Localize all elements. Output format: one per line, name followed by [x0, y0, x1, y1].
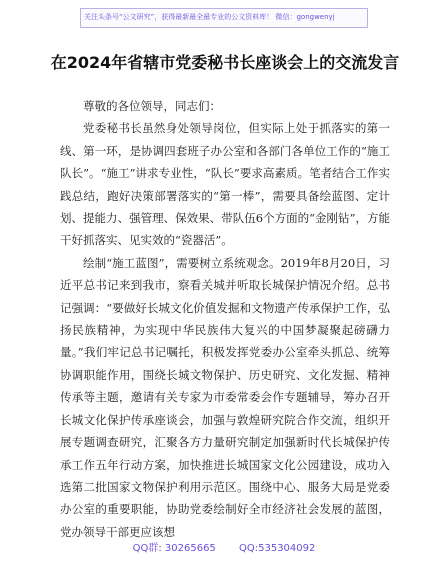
header-banner — [0, 2, 448, 32]
qq-number: QQ:535304092 — [239, 543, 316, 554]
footer-contact — [0, 542, 448, 556]
qq-group: QQ群: 30265665 — [132, 543, 216, 554]
paragraph-2: 绘制“施工蓝图”，需要树立系统观念。2019年8月20日，习近平总书记来到我市，察看关城并听取长城保护情况介绍。总书记强调：“要做好长城文化价值发掘和文物遗产传承保护工作，弘扬民族精神，为实现中华民族伟大复兴的中国梦凝聚起磅礴力量。”我们牢记总书记嘱托，积极发挥党委办公室牵头抓总、统筹协调职能作用，围绕长城文物保护、历史研究、文化发掘、精神传承等主题，邀请有关专家为市委常委会作专题辅导，筹办召开长城文化保护传承座谈会，加强与敦煌研究院合作交流，组织开展专题调查研究，汇聚各方力量研究制定加强新时代长城保护传承工作五年行动方案，加快推进长城国家文化公园建设，成功入选第二批国家文物保护利用示范区。围绕中心、服务大局是党委办公室的重要职能，协助党委绘制好全市经济社会发展的蓝图，党办领导干部更应该想 — [60, 255, 390, 539]
banner-text: 关注头条号“公文研究”，获得最新最全最专业的公文资料库！ 微信：gongwenyj — [84, 13, 335, 21]
document-title: 在2024年省辖市党委秘书长座谈会上的交流发言 — [50, 53, 400, 72]
paragraph-1: 党委秘书长虽然身处领导岗位，但实际上处于抓落实的第一线、第一环，是协调四套班子办公室和各部门各单位工作的“施工队长”。“施工”讲求专业性，“队长”要求高素质。笔者结合工作实践总结，跑好决策部署落实的“第一棒”，需要具备绘蓝图、定计划、提能力、强管理、保效果、带队伍6个方面的“金刚钻”，方能干好抓落实、见实效的“瓷器活”。 — [60, 121, 390, 248]
document-body — [60, 95, 390, 543]
greeting: 尊敬的各位领导，同志们： — [83, 99, 221, 113]
